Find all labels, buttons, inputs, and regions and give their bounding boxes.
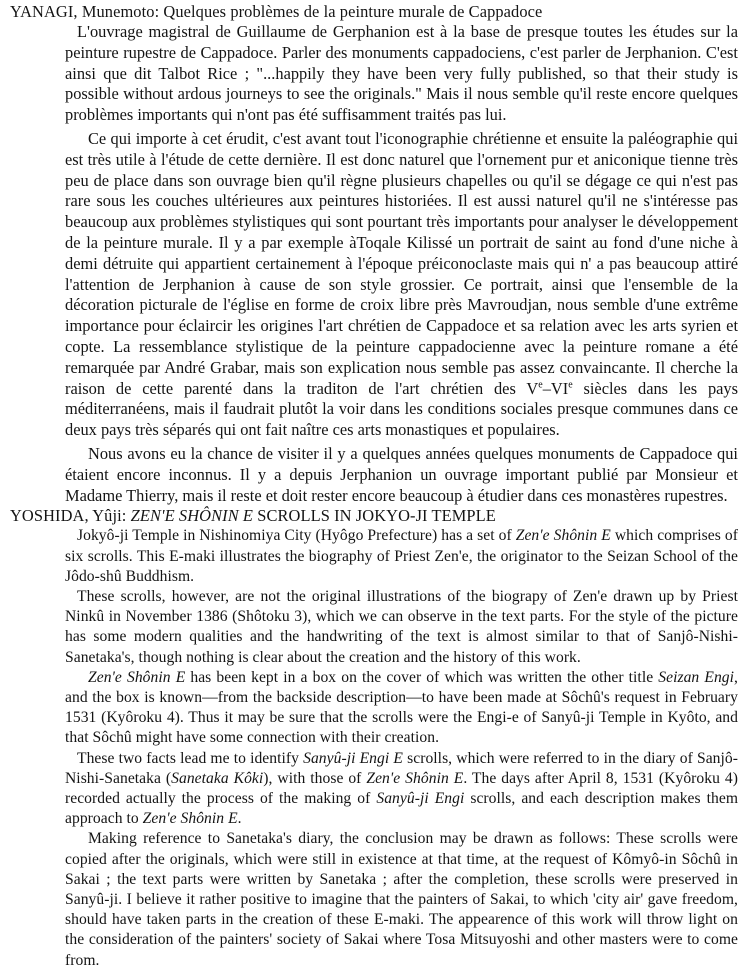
paragraph: Nous avons eu la chance de visiter il y a quelques années quelques monuments de Cappadoce qui étaient encore inconnus. Il y a depuis Jerphanion un ouvrage important publié par Monsieur et Madame Thierry, mais il reste et doit rester encore beaucoup à étudier dans ces monastères rupestres.	[65, 443, 738, 505]
paragraph: Zen'e Shônin E has been kept in a box on the cover of which was written the other title Seizan Engi, and the box is known—from the backside description—to have been made at Sôchû's request in February 1531 (Kyôroku 4). Thus it may be sure that the scrolls were the Engi-e of Sanyû-ji Temple in Kyôto, and that Sôchû might have some connection with their creation.	[65, 668, 738, 747]
article-heading-yoshida	[10, 506, 740, 526]
paragraph: L'ouvrage magistral de Guillaume de Gerphanion est à la base de presque toutes les études sur la peinture rupestre de Cappadoce. Parler des monuments cappadociens, c'est parler de Jerphanion. C'est ainsi que dit Talbot Rice ; "...happily they have been very fully published, so that their study is possible without ardous journeys to see the originals." Mais il nous semble qu'il reste encore quelques problèmes importants qui n'ont pas été suffisamment traités pas lui.	[65, 22, 738, 125]
paragraph: Ce qui importe à cet érudit, c'est avant tout l'iconographie chrétienne et ensuite la paléographie qui est très utile à l'étude de cette dernière. Il est donc naturel que l'ornement pur et aniconique tienne très peu de place dans son ouvrage bien qu'il règne plusieurs chapelles ou qu'il se dégage ce qui n'est pas rare sous les couches ultérieures aux peintures historiées. Il est aussi naturel qu'il ne s'intéresse pas beaucoup aux problèmes stylistiques qui sont pourtant très importants pour analyser le développement de la peinture murale. Il y a par exemple àToqale Kilissé un portrait de saint au fond d'une niche à demi détruite qui appartient certainement à l'époque préiconoclaste mais qui n' a pas beaucoup attiré l'attention de Jerphanion à cause de son style grossier. Ce portrait, ainsi que l'ensemble de la décoration picturale de l'église en forme de croix libre près Mavroudjan, nous semble d'une extrême importance pour éclaircir les origines l'art chrétien de Cappadoce et sa relation avec les arts syrien et copte. La ressemblance stylistique de la peinture cappadocienne avec la peinture romane a été remarquée par André Grabar, mais son explication nous semble pas assez convaincante. Il cherche la raison de cette parenté dans la traditon de l'art chrétien des Ve–VIe siècles dans les pays méditerranéens, mais il faudrait plutôt la voir dans les conditions sociales presque communes dans ce deux pays très séparés qui ont fait naître ces arts monastiques et populaires.	[65, 128, 738, 440]
paragraph: These two facts lead me to identify Sanyû-ji Engi E scrolls, which were referred to in the diary of Sanjô-Nishi-Sanetaka (Sanetaka Kôki), with those of Zen'e Shônin E. The days after April 8, 1531 (Kyôroku 4) recorded actually the process of the making of Sanyû-ji Engi scrolls, and each description makes them approach to Zen'e Shônin E.	[65, 749, 739, 828]
heading-separator: :	[154, 2, 164, 21]
page	[10, 2, 740, 971]
author-name: YOSHIDA, Yûji	[10, 506, 122, 526]
author-name: YANAGI, Munemoto	[10, 2, 155, 21]
article-title-italic: ZEN'E SHÔNIN E	[130, 506, 254, 526]
article-title: Quelques problèmes de la peinture murale de Cappadoce	[163, 2, 543, 21]
heading-separator: :	[121, 506, 131, 526]
paragraph: Making reference to Sanetaka's diary, the conclusion may be drawn as follows: These scrolls were copied after the originals, which were still in existence at that time, at the request of Kômyô-in Sôchû in Sakai ; the text parts were written by Sanetaka ; after the completion, these scrolls were preserved in Sanyû-ji. I believe it rather positive to imagine that the painters of Sakai, to which 'city air' gave freedom, should have taken parts in the creation of these E-maki. The appearence of this work will throw light on the consideration of the painters' society of Sakai where Tosa Mitsuyoshi and other masters were to come from.	[65, 830, 738, 969]
paragraph: Jokyô-ji Temple in Nishinomiya City (Hyôgo Prefecture) has a set of Zen'e Shônin E which comprises of six scrolls. This E-maki illustrates the biography of Priest Zen'e, the originator to the Seizan School of the Jôdo-shû Buddhism.	[65, 527, 738, 585]
article-title: SCROLLS IN JOKYO-JI TEMPLE	[257, 506, 496, 526]
article-body-yanagi	[65, 22, 738, 506]
article-heading-yanagi	[10, 2, 740, 22]
paragraph: These scrolls, however, are not the original illustrations of the biograpy of Zen'e drawn up by Priest Ninkû in November 1386 (Shôtoku 3), which we can observe in the text parts. For the style of the picture has some modern qualities and the handwriting of the text is almost similar to that of Sanjô-Nishi-Sanetaka's, though nothing is clear about the creation and the history of this work.	[65, 587, 738, 666]
article-body-yoshida	[65, 526, 738, 970]
